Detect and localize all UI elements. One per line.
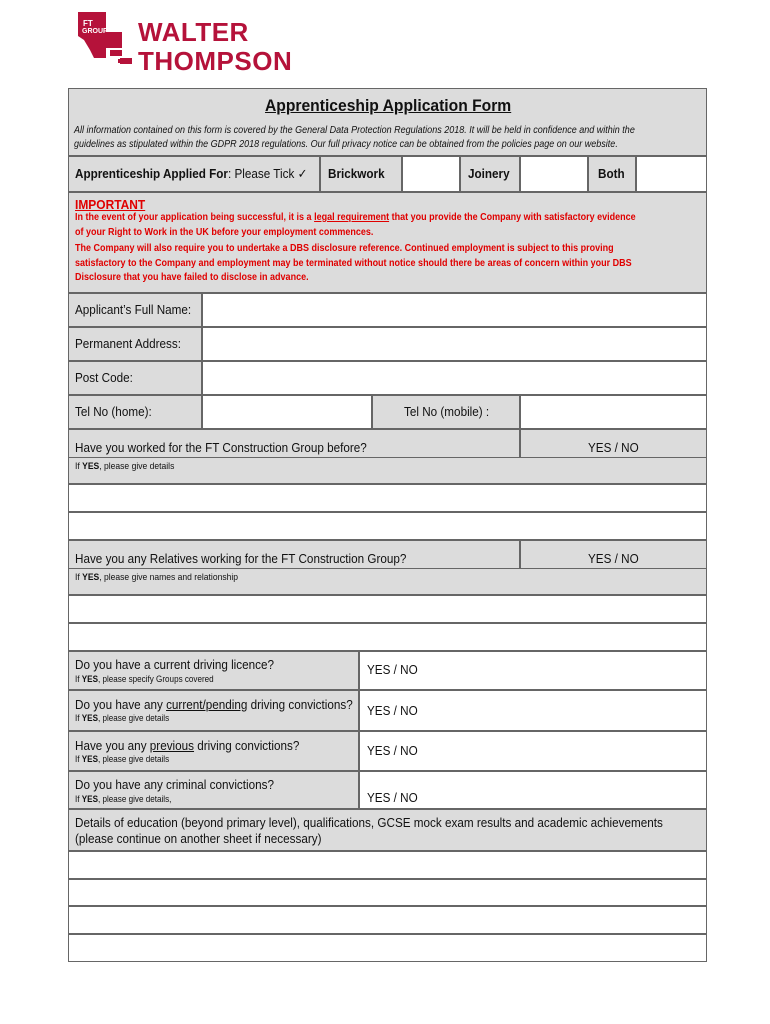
driving-licence-answer: YES / NO (367, 662, 418, 677)
logo-word-thompson: THOMPSON (138, 46, 293, 76)
full-name-input[interactable] (202, 293, 707, 327)
previous-convictions-question: Have you any previous driving convictions? (75, 738, 300, 753)
worked-before-details-line-1[interactable] (68, 484, 707, 512)
education-label-line-1: Details of education (beyond primary level), qualifications, GCSE mock exam results and academic achievements (75, 815, 663, 830)
address-input[interactable] (202, 327, 707, 361)
worked-before-answer: YES / NO (588, 440, 639, 455)
relatives-question: Have you any Relatives working for the FT Construction Group? (75, 551, 407, 566)
important-para-1-line-2: of your Right to Work in the UK before your employment commences. (75, 227, 374, 238)
education-line-4[interactable] (68, 934, 707, 962)
full-name-label: Applicant’s Full Name: (75, 302, 192, 317)
worked-before-question: Have you worked for the FT Construction Group before? (75, 440, 367, 455)
important-heading: IMPORTANT (75, 197, 146, 212)
driving-licence-sub: If YES, please specify Groups covered (75, 674, 214, 684)
important-para-1-line-1: In the event of your application being successful, it is a legal requirement that you provide the Company with satisfactory evidence (75, 212, 636, 223)
joinery-tick-box[interactable] (520, 156, 588, 192)
brickwork-tick-box[interactable] (402, 156, 460, 192)
education-label-line-2: (please continue on another sheet if necessary) (75, 831, 322, 846)
privacy-notice-line-1: All information contained on this form is covered by the General Data Protection Regulations 2018. It will be held in confidence and within the (74, 125, 635, 136)
applied-for-label: Apprenticeship Applied For: Please Tick ✓ (75, 166, 308, 181)
pending-convictions-sub: If YES, please give details (75, 713, 170, 723)
address-label: Permanent Address: (75, 336, 182, 351)
criminal-convictions-answer: YES / NO (367, 790, 418, 805)
tel-home-input[interactable] (202, 395, 372, 429)
important-para-2-line-3: Disclosure that you have failed to disclose in advance. (75, 272, 309, 283)
previous-convictions-answer: YES / NO (367, 743, 418, 758)
relatives-details-line-2[interactable] (68, 623, 707, 651)
both-tick-box[interactable] (636, 156, 707, 192)
both-label: Both (598, 166, 625, 181)
worked-before-details-line-2[interactable] (68, 512, 707, 540)
page-title: Apprenticeship Application Form (265, 96, 512, 115)
tel-mobile-label: Tel No (mobile) : (404, 404, 490, 419)
relatives-details-label: If YES, please give names and relationship (75, 572, 239, 583)
important-para-2-line-1: The Company will also require you to undertake a DBS disclosure reference. Continued employment is subject to this proving (75, 243, 614, 254)
education-line-1[interactable] (68, 851, 707, 879)
education-line-2[interactable] (68, 879, 707, 906)
education-line-3[interactable] (68, 906, 707, 934)
tel-home-label: Tel No (home): (75, 404, 152, 419)
logo-dash (118, 59, 126, 63)
previous-convictions-sub: If YES, please give details (75, 754, 170, 764)
privacy-notice-line-2: guidelines as stipulated within the GDPR 2018 regulations. Our full privacy notice can be obtained from the policies page on our website. (74, 139, 618, 150)
important-para-2-line-2: satisfactory to the Company and employment may be terminated without notice should there be areas of concern within your DBS (75, 258, 632, 269)
criminal-convictions-question: Do you have any criminal convictions? (75, 777, 274, 792)
pending-convictions-answer: YES / NO (367, 703, 418, 718)
company-logo (76, 10, 306, 76)
postcode-label: Post Code: (75, 370, 133, 385)
postcode-input[interactable] (202, 361, 707, 395)
criminal-convictions-sub: If YES, please give details, (75, 794, 172, 804)
relatives-details-line-1[interactable] (68, 595, 707, 623)
joinery-label: Joinery (468, 166, 510, 181)
logo-badge-text-2: GROUP (82, 28, 108, 35)
logo-badge-text-1: FT (83, 19, 93, 28)
brickwork-label: Brickwork (328, 166, 385, 181)
driving-licence-question: Do you have a current driving licence? (75, 657, 275, 672)
worked-before-details-label: If YES, please give details (75, 461, 175, 472)
tel-mobile-input[interactable] (520, 395, 707, 429)
relatives-answer: YES / NO (588, 551, 639, 566)
pending-convictions-question: Do you have any current/pending driving convictions? (75, 697, 353, 712)
logo-word-walter: WALTER (138, 17, 249, 47)
